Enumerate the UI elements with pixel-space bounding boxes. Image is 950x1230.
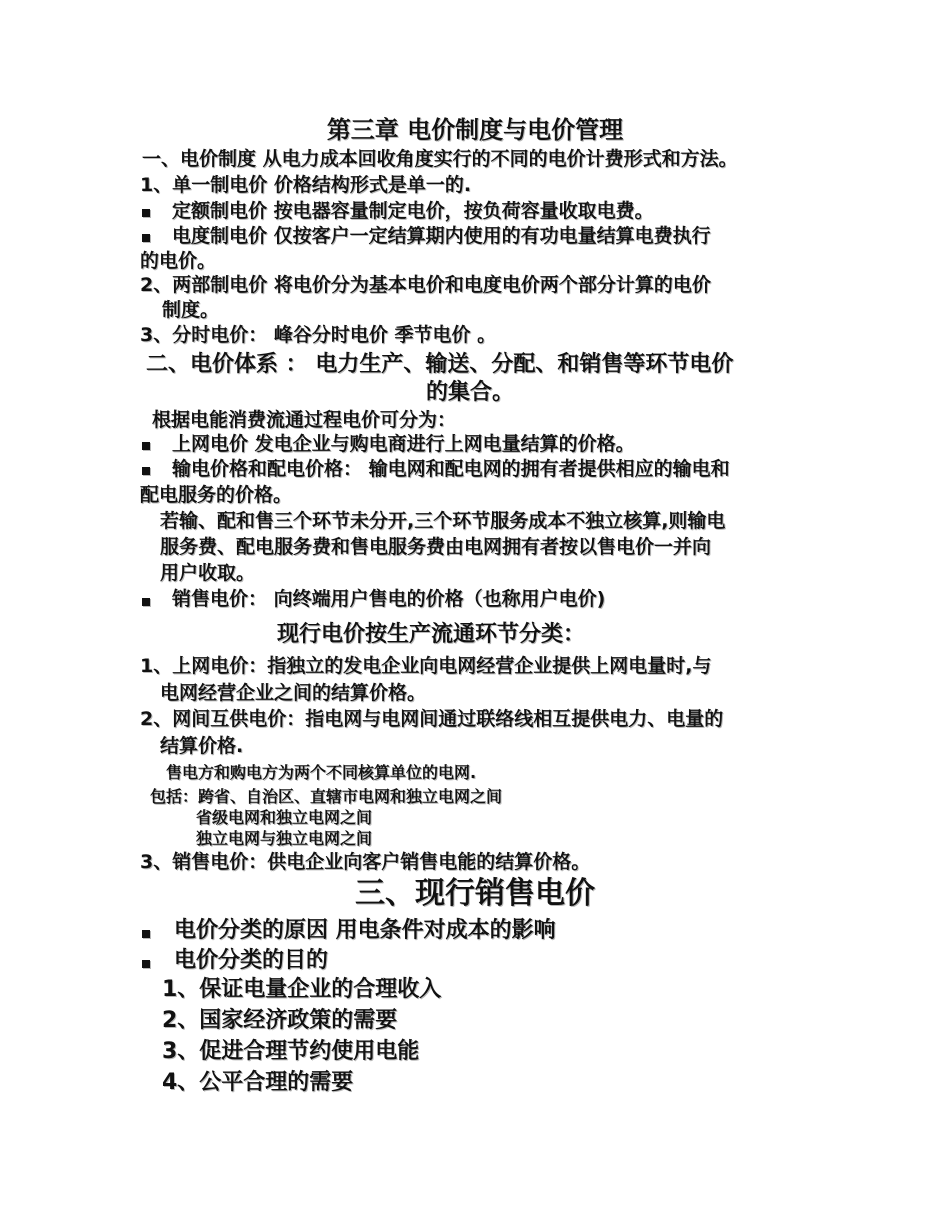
text-line: 1、单一制电价 价格结构形式是单一的.: [140, 174, 472, 196]
text-line: 定额制电价 按电器容量制定电价，按负荷容量收取电费。: [172, 200, 654, 222]
bullet-icon: [142, 234, 150, 242]
text-line: 3、促进合理节约使用电能: [162, 1039, 420, 1064]
text-line: 1、上网电价：指独立的发电企业向电网经营企业提供上网电量时,与: [140, 655, 712, 677]
text-line: 根据电能消费流通过程电价可分为：: [152, 409, 457, 431]
section-heading-cont: 的集合。: [426, 380, 515, 405]
text-line: 3、销售电价：供电企业向客户销售电能的结算价格。: [140, 851, 591, 873]
text-line: 上网电价 发电企业与购电商进行上网电量结算的价格。: [172, 433, 635, 455]
text-line: 2、两部制电价 将电价分为基本电价和电度电价两个部分计算的电价: [140, 274, 711, 296]
text-line: 若输、配和售三个环节未分开,三个环节服务成本不独立核算,则输电: [160, 510, 726, 532]
text-line: 2、国家经济政策的需要: [162, 1008, 398, 1033]
bullet-icon: [142, 442, 150, 450]
section-heading: 二、电价体系 ： 电力生产、输送、分配、和销售等环节电价: [146, 352, 734, 377]
text-line: 包括：跨省、自治区、直辖市电网和独立电网之间: [150, 787, 503, 806]
text-line: 独立电网与独立电网之间: [196, 829, 373, 848]
bullet-icon: [142, 960, 150, 968]
text-line: 3、分时电价： 峰谷分时电价 季节电价 。: [140, 324, 497, 346]
chapter-title: 第三章 电价制度与电价管理: [326, 116, 624, 144]
text-line: 2、网间互供电价：指电网与电网间通过联络线相互提供电力、电量的: [140, 708, 724, 730]
text-line: 输电价格和配电价格： 输电网和配电网的拥有者提供相应的输电和: [172, 458, 730, 480]
text-line: 省级电网和独立电网之间: [196, 808, 373, 827]
section-title: 三、现行销售电价: [355, 876, 595, 911]
text-line: 用户收取。: [160, 562, 256, 584]
text-line: 的电价。: [140, 250, 217, 272]
text-line: 服务费、配电服务费和售电服务费由电网拥有者按以售电价一并向: [160, 536, 712, 558]
bullet-icon: [142, 930, 150, 938]
text-line: 电价分类的原因 用电条件对成本的影响: [174, 918, 556, 943]
text-line: 制度。: [162, 299, 220, 321]
text-line: 销售电价： 向终端用户售电的价格（也称用户电价): [172, 588, 606, 610]
section-heading: 现行电价按生产流通环节分类：: [277, 622, 586, 647]
text-line: 配电服务的价格。: [140, 484, 293, 506]
text-line: 结算价格.: [160, 735, 244, 757]
bullet-icon: [142, 467, 150, 475]
text-line: 1、保证电量企业的合理收入: [162, 977, 442, 1002]
text-line: 电网经营企业之间的结算价格。: [160, 682, 427, 704]
text-line: 4、公平合理的需要: [162, 1070, 354, 1095]
text-line: 售电方和购电方为两个不同核算单位的电网.: [166, 763, 477, 782]
text-line: 一、电价制度 从电力成本回收角度实行的不同的电价计费形式和方法。: [142, 148, 738, 170]
text-line: 电度制电价 仅按客户一定结算期内使用的有功电量结算电费执行: [172, 225, 711, 247]
text-line: 电价分类的目的: [174, 948, 329, 973]
bullet-icon: [142, 209, 150, 217]
bullet-icon: [142, 598, 150, 606]
